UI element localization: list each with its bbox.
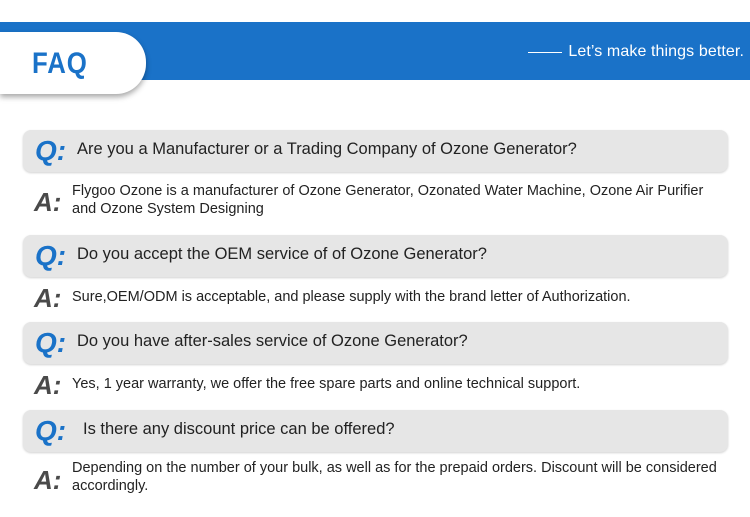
faq-answer-text: Yes, 1 year warranty, we offer the free spare parts and online technical support.	[72, 376, 581, 392]
tagline-text: Let’s make things better.	[568, 43, 744, 60]
answer-mark-icon: A:	[34, 283, 62, 313]
answer-mark-icon: A:	[34, 370, 62, 400]
faq-question-text: Are you a Manufacturer or a Trading Company of Ozone Generator?	[77, 140, 577, 158]
question-mark-icon: Q:	[35, 415, 67, 446]
faq-answer-text: Flygoo Ozone is a manufacturer of Ozone Generator, Ozonated Water Machine, Ozone Air Purifier and Ozone System Designing	[72, 183, 704, 217]
faq-question-row	[23, 235, 728, 277]
answer-mark-icon: A:	[34, 465, 62, 495]
question-mark-icon: Q:	[35, 240, 67, 271]
question-mark-icon: Q:	[35, 135, 67, 166]
faq-question-text: Is there any discount price can be offered?	[83, 420, 395, 438]
faq-question-row	[23, 130, 728, 172]
page-title: FAQ	[32, 47, 88, 80]
faq-answer-text: Sure,OEM/ODM is acceptable, and please supply with the brand letter of Authorization.	[72, 289, 631, 305]
faq-question-text: Do you accept the OEM service of of Ozone Generator?	[77, 245, 487, 263]
faq-answer-text: Depending on the number of your bulk, as well as for the prepaid orders. Discount will be considered accordingly.	[72, 460, 717, 494]
tagline	[528, 43, 744, 61]
answer-mark-icon: A:	[34, 187, 62, 217]
tagline-dash	[528, 52, 562, 53]
faq-question-text: Do you have after-sales service of Ozone Generator?	[77, 332, 468, 350]
faq-question-row	[23, 322, 728, 364]
question-mark-icon: Q:	[35, 327, 67, 358]
faq-question-row	[23, 410, 728, 452]
